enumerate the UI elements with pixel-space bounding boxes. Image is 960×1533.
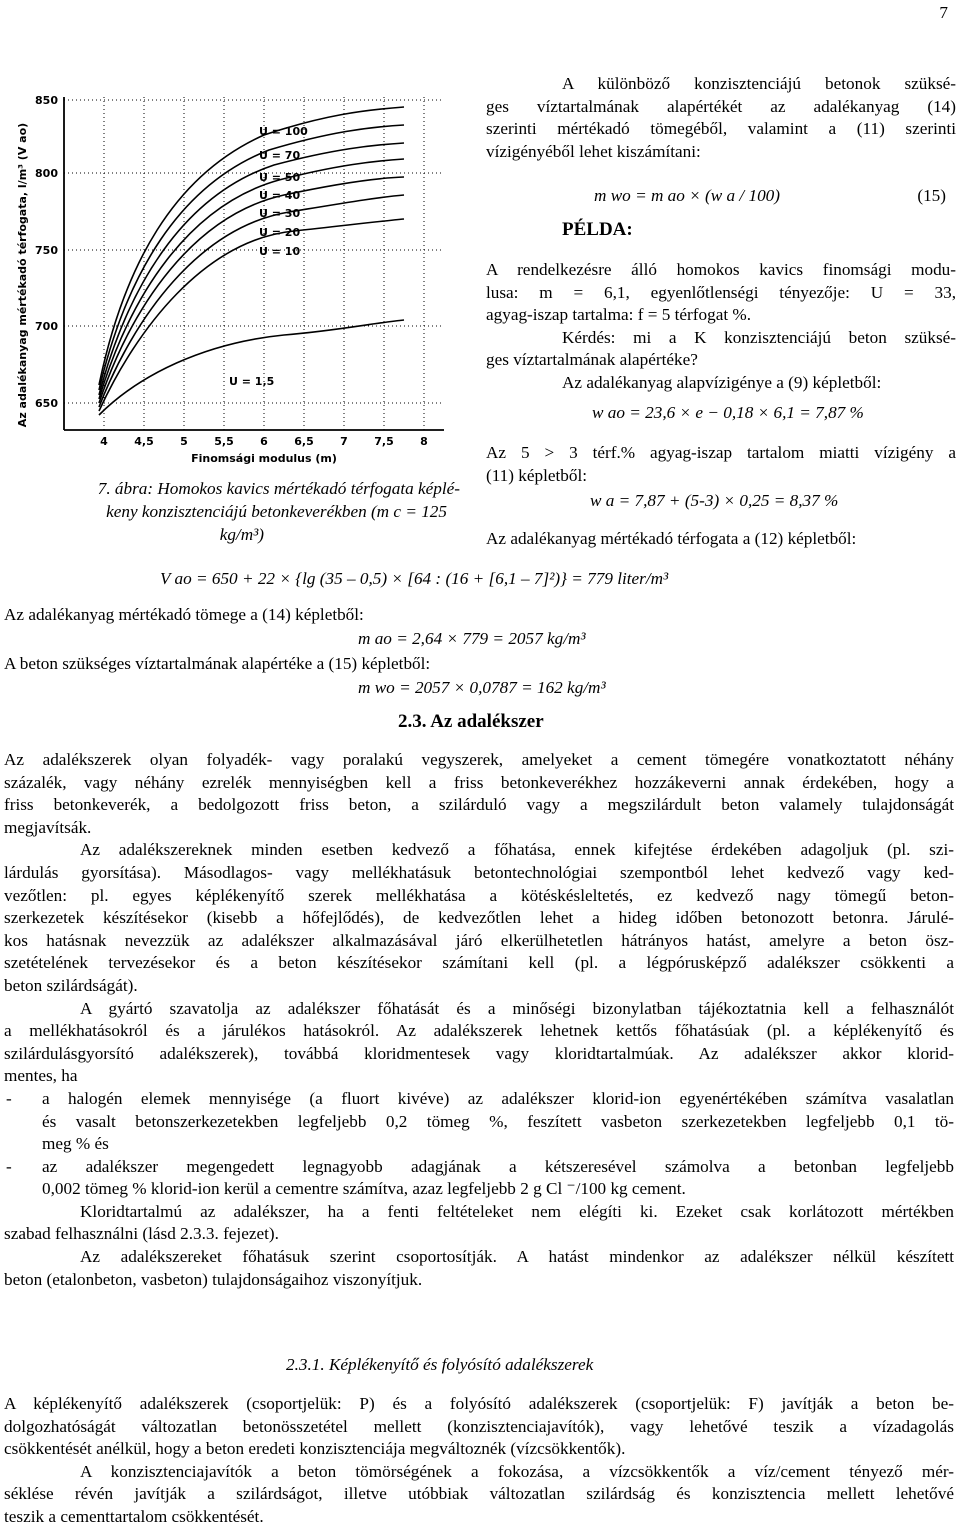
- equation-15b: m wo = 2057 × 0,0787 = 162 kg/m³: [358, 678, 606, 697]
- text-line: szerinti mértékadó tömegéből, valamint a (11) szerinti: [486, 119, 956, 139]
- y-tick: 800: [35, 167, 58, 180]
- figure-caption-line-2: keny konzisztenciájú betonkeverékben (m c = 125: [106, 502, 447, 521]
- text-line: szilárdulásgyorsító adalékszerek), továbbá kloridmentesek vagy kloridtartalmúak. Az adalékszer akkor klorid-: [4, 1043, 954, 1063]
- text-line: Az adalékszereket főhatásuk szerint csoportosítják. A hatást mindenkor az adalékszer nélkül készített: [80, 1247, 954, 1267]
- figure-caption-line-1: 7. ábra: Homokos kavics mértékadó térfogata képlé-: [97, 479, 460, 498]
- curve-label: U = 20: [259, 226, 301, 239]
- text-line: beton (etalonbeton, vasbeton) tulajdonságaihoz viszonyítjuk.: [4, 1269, 423, 1289]
- x-tick: 6: [260, 435, 268, 448]
- x-tick: 7: [340, 435, 348, 448]
- text-line: százalék, vagy néhány ezrelék mennyiségben kell a friss betonkeverékhez hozzákeverni annak érdekében, hogy a: [4, 772, 954, 792]
- text-line: A konzisztenciajavítók a beton tömörségének a fokozása, a vízcsökkentők a víz/cement tényező mér-: [80, 1461, 954, 1481]
- text-line: szerkezetek készítésekor (kisebb a hőfejlődés), de kedvezőtlen lehet a hideg időben betonozott betonra. Járulé-: [4, 908, 954, 928]
- body-text-2: [4, 1393, 954, 1529]
- text-line: séklése révén javítják a szilárdságot, illetve utóbbiak változatlan szilárdság és konzisztencia mellett lehetővé: [4, 1484, 954, 1504]
- text-line: a mellékhatásokról és a járulékos hatásokról. Az adalékszerek lehetnek kettős főhatásúak (pl. a képlékenyítő és: [4, 1021, 954, 1041]
- section-heading: 2.3. Az adalékszer: [398, 711, 544, 732]
- x-axis-label: Finomsági modulus (m): [191, 452, 337, 465]
- text-line: A gyártó szavatolja az adalékszer főhatását és a minőségi bizonylatban tájékoztatnia kell a felhasználót: [80, 998, 954, 1018]
- y-tick: 650: [35, 397, 58, 410]
- equation-9: w ao = 23,6 × e − 0,18 × 6,1 = 7,87 %: [592, 403, 864, 422]
- text-line: 0,002 tömeg % klorid-ion kerül a cementre számítva, azaz legfeljebb 2 g Cl ⁻/100 kg cement.: [42, 1179, 686, 1199]
- figure-caption-line-3: kg/m³): [219, 525, 264, 544]
- right-column-intro: [486, 73, 956, 163]
- equation-15-number: (15): [917, 186, 946, 205]
- text-line: Az adalékanyag alapvízigénye a (9) képletből:: [562, 372, 882, 392]
- text-line: Az adalékanyag mértékadó tömege a (14) képletből:: [4, 605, 364, 624]
- equation-14: m ao = 2,64 × 779 = 2057 kg/m³: [358, 629, 586, 648]
- x-tick: 5: [180, 435, 188, 448]
- curve-label: U = 10: [259, 245, 301, 258]
- text-line: szabad felhasználni (lásd 2.3.3. fejezet).: [4, 1224, 279, 1244]
- text-line: A különböző konzisztenciájú betonok szüksé-: [562, 74, 956, 93]
- text-line: teszik a cementtartalom csökkentését.: [4, 1506, 264, 1526]
- text-line: Az adalékszereknek minden esetben kedvező a főhatása, ennek kifejtése érdekében adagoljuk (pl. szi-: [80, 840, 954, 860]
- y-tick: 850: [35, 94, 58, 107]
- bullet-item: - a halogén elemek mennyisége (a fluort kivéve) az adalékszer klorid-ion egyenértékében számítva vasalatlan és vasalt betonszerkezetekben legfeljebb 0,2 tömeg %, feszített vasbeton szerkezetekben legfeljebb 0,1 tö- meg % és: [4, 1088, 954, 1156]
- text-line: A beton szükséges víztartalmának alapértéke a (15) képletből:: [4, 654, 431, 673]
- y-tick: 700: [35, 320, 58, 333]
- curve-label: U = 70: [259, 149, 301, 162]
- curve-label: U = 50: [259, 171, 301, 184]
- curve-label: U = 30: [259, 207, 301, 220]
- text-line: Az adalékszerek olyan folyadék- vagy poralakú vegyszerek, amelyeket a cement tömegére vonatkoztatott néhány: [4, 750, 954, 769]
- body-text: [4, 749, 954, 1291]
- curve-label: U = 100: [259, 125, 308, 138]
- text-line: Az adalékanyag mértékadó térfogata a (12) képletből:: [486, 529, 857, 548]
- text-line: A képlékenyítő adalékszerek (csoportjelük: P) és a folyósító adalékszerek (csoportjelük: F) javítják a beton be-: [4, 1394, 954, 1413]
- x-tick: 5,5: [214, 435, 234, 448]
- equation-11: w a = 7,87 + (5-3) × 0,25 = 8,37 %: [590, 491, 839, 510]
- fines-block: [486, 442, 956, 487]
- equation-12: V ao = 650 + 22 × {lg (35 – 0,5) × [64 : (16 + [6,1 – 7]²)} = 779 liter/m³: [160, 569, 669, 588]
- x-tick: 4: [100, 435, 108, 448]
- text-line: kos hatásnak nevezzük az adalékszer alkalmazásával járó elkerülhetetlen hátrányos hatást, amelyre a beton ösz-: [4, 930, 954, 950]
- text-line: lusa: m = 6,1, egyenlőtlenségi tényezője: U = 33,: [486, 282, 956, 302]
- subsection-heading: 2.3.1. Képlékenyítő és folyósító adalékszerek: [286, 1355, 594, 1374]
- text-line: megjavítsák.: [4, 817, 92, 837]
- text-line: vezőtlen: pl. egyes képlékenyítő szerek mellékhatása a kötéskésleltetés, ez kedvező nagy tömegű beton-: [4, 885, 954, 905]
- text-line: (11) képletből:: [486, 465, 588, 485]
- text-line: ges víztartalmának alapértékét az adalékanyag (14): [486, 96, 956, 116]
- text-line: meg % és: [42, 1134, 109, 1154]
- text-line: friss betonkeverék, a bedolgozott friss beton, a szilárduló vagy a megszilárdult beton valamely tulajdonságát: [4, 795, 954, 815]
- text-line: mentes, ha: [4, 1066, 78, 1086]
- text-line: Az 5 > 3 térf.% agyag-iszap tartalom miatti vízigény a: [486, 443, 956, 462]
- text-line: csökkentését anélkül, hogy a beton eredeti konzisztenciája megváltoznék (vízcsökkentők).: [4, 1439, 626, 1459]
- bullet-item: - az adalékszer megengedett legnagyobb adagjának a kétszeresével számolva a betonban legfeljebb 0,002 tömeg % klorid-ion kerül a cementre számítva, azaz legfeljebb 2 g Cl ⁻/100 kg cement.: [4, 1156, 954, 1201]
- text-line: Kloridtartalmú az adalékszer, ha a fenti feltételeket nem elégíti ki. Ezeket csak korlátozott mértékben: [80, 1201, 954, 1221]
- text-line: beton szilárdságát).: [4, 975, 138, 995]
- text-line: dolgozhatóságát változatlan betonösszetétel mellett (konzisztenciajavítók), vagy lehetővé teszik a vízadagolás: [4, 1416, 954, 1436]
- text-line: Kérdés: mi a K konzisztenciájú beton szüksé-: [562, 327, 956, 347]
- example-block: [486, 259, 956, 395]
- x-tick: 7,5: [374, 435, 394, 448]
- x-tick: 4,5: [134, 435, 154, 448]
- text-line: lárdulás gyorsítása). Másodlagos- vagy mellékhatásuk betontechnológiai szempontból lehet kedvező vagy ked-: [4, 862, 954, 882]
- text-line: és vasalt betonszerkezetekben legfeljebb 0,2 tömeg %, feszített vasbeton szerkezetekben legfeljebb 0,1 tö-: [42, 1111, 954, 1131]
- text-line: szetételének tervezésekor és a beton készítésekor számítani kell (pl. a légpórusképző adalékszer csökkenti a: [4, 953, 954, 973]
- x-tick: 6,5: [294, 435, 314, 448]
- text-line: ges víztartalmának alapértéke?: [486, 350, 698, 370]
- x-tick: 8: [420, 435, 428, 448]
- curve-label: U = 1,5: [229, 375, 275, 388]
- text-line: vízigényéből lehet kiszámítani:: [486, 141, 701, 161]
- text-line: A rendelkezésre álló homokos kavics finomsági modu-: [486, 260, 956, 279]
- page-number: 7: [939, 3, 948, 22]
- curve-label: U = 40: [259, 189, 301, 202]
- figure-7-chart: [4, 85, 466, 475]
- example-heading: PÉLDA:: [562, 219, 633, 240]
- text-line: az adalékszer megengedett legnagyobb adagjának a kétszeresével számolva a betonban legfeljebb: [42, 1156, 954, 1176]
- y-tick: 750: [35, 244, 58, 257]
- equation-15: m wo = m ao × (w a / 100): [594, 186, 780, 205]
- text-line: a halogén elemek mennyisége (a fluort kivéve) az adalékszer klorid-ion egyenértékében számítva vasalatlan: [42, 1088, 954, 1108]
- text-line: agyag-iszap tartalma: f = 5 térfogat %.: [486, 305, 752, 325]
- y-axis-label: Az adalékanyag mértékadó térfogata, l/m³ (V ao): [16, 122, 29, 428]
- chart-svg: [4, 85, 466, 475]
